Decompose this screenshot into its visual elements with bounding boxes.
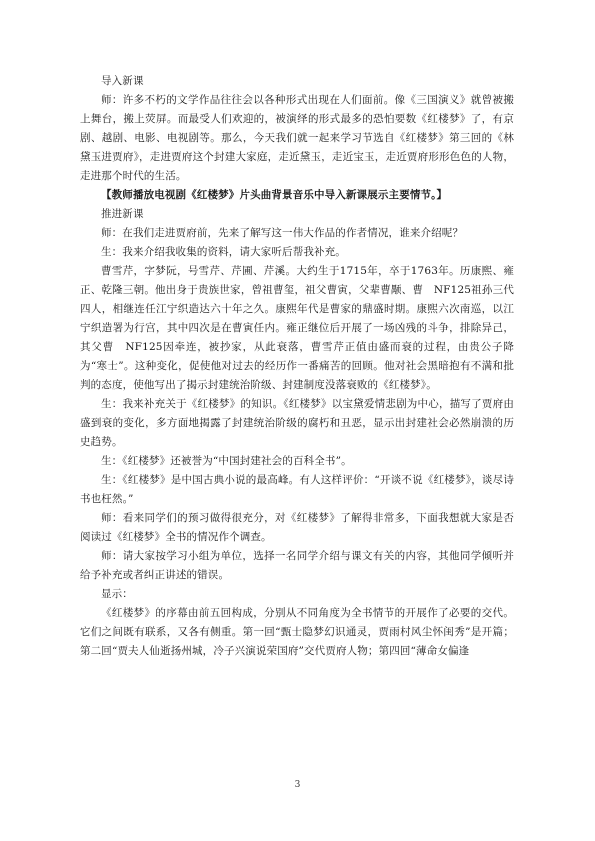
paragraph-student-intro: 生：我来介绍我收集的资料，请大家听后帮我补充。 <box>101 246 346 258</box>
page-number: 3 <box>294 780 301 790</box>
paragraph-student-supplement: 生：我来补充关于《红楼梦》的知识。《红楼梦》以宝黛爱情悲剧为中心，描写了贾府由盛到衰的变化，多方面地揭露了封建统治阶级的腐朽和丑恶，显示出封建社会必然崩溃的历史趋势。 <box>80 398 514 448</box>
paragraph-display-label: 显示： <box>101 588 133 600</box>
section-heading-advance: 推进新课 <box>101 208 144 220</box>
paragraph-teacher-survey: 师：看来同学们的预习做得很充分，对《红楼梦》了解得非常多，下面我想就大家是否阅读过《红楼梦》全书的情况作个调查。 <box>80 512 514 543</box>
paragraph-teacher-intro: 师：许多不朽的文学作品往往会以各种形式出现在人们面前。像《三国演义》就曾被搬上舞台，搬上荧屏。而最受人们欢迎的，被演绎的形式最多的恐怕要数《红楼梦》了，有京剧、越剧、电影、电视剧等。那么，今天我们就一起来学习节选自《红楼梦》第三回的《林黛玉进贾府》，走进贾府这个封建大家庭，走近黛玉，走近宝玉，走近贾府形形色色的人物，走进那个时代的生活。 <box>80 94 514 182</box>
section-heading-intro: 导入新课 <box>101 75 144 87</box>
paragraph-teacher-question: 师：在我们走进贾府前，先来了解写这一伟大作品的作者情况，谁来介绍呢？ <box>101 227 464 239</box>
paragraph-author-bio: 曹雪芹，字梦阮，号雪芹、芹圃、芹溪。大约生于1715年，卒于1763年。历康熙、雍正、乾隆三朝。他出身于贵族世家，曾祖曹玺，祖父曹寅，父辈曹颙、曹 NF125祖孙三代四人，相继连任江宁织造达六十年之久。康熙年代是曹家的鼎盛时期。康熙六次南巡，以江宁织造署为行宫，其中四次是在曹寅任内。雍正继位后开展了一场凶残的斗争，排除异己，其父曹 NF125因牵连，被抄家，从此衰落，曹雪芹正值由盛而衰的过程，由贵公子降为“寒士”。这种变化，促使他对过去的经历作一番痛苦的回顾。他对社会黑暗抱有不满和批判的态度，使他写出了揭示封建统治阶级、封建制度没落衰败的《红楼梦》。 <box>80 265 514 391</box>
paragraph-teacher-group: 师：请大家按学习小组为单位，选择一名同学介绍与课文有关的内容，其他同学倾听并给予补充或者纠正讲述的错误。 <box>80 550 514 581</box>
paragraph-student-encyclopedia: 生：《红楼梦》还被誉为“中国封建社会的百科全书”。 <box>101 455 352 467</box>
paragraph-prologue-summary: 《红楼梦》的序幕由前五回构成，分别从不同角度为全书情节的开展作了必要的交代。它们之间既有联系，又各有侧重。第一回“甄士隐梦幻识通灵，贾雨村风尘怀闺秀”是开篇；第二回“贾夫人仙逝扬州城，冷子兴演说荣国府”交代贾府人物；第四回“薄命女偏逢 <box>80 607 514 657</box>
document-body <box>80 72 514 661</box>
teacher-action-note: 【教师播放电视剧《红楼梦》片头曲背景音乐中导入新课展示主要情节。】 <box>101 189 448 201</box>
paragraph-student-peak: 生：《红楼梦》是中国古典小说的最高峰。有人这样评价：“开谈不说《红楼梦》，谈尽诗书也枉然。” <box>80 474 514 505</box>
